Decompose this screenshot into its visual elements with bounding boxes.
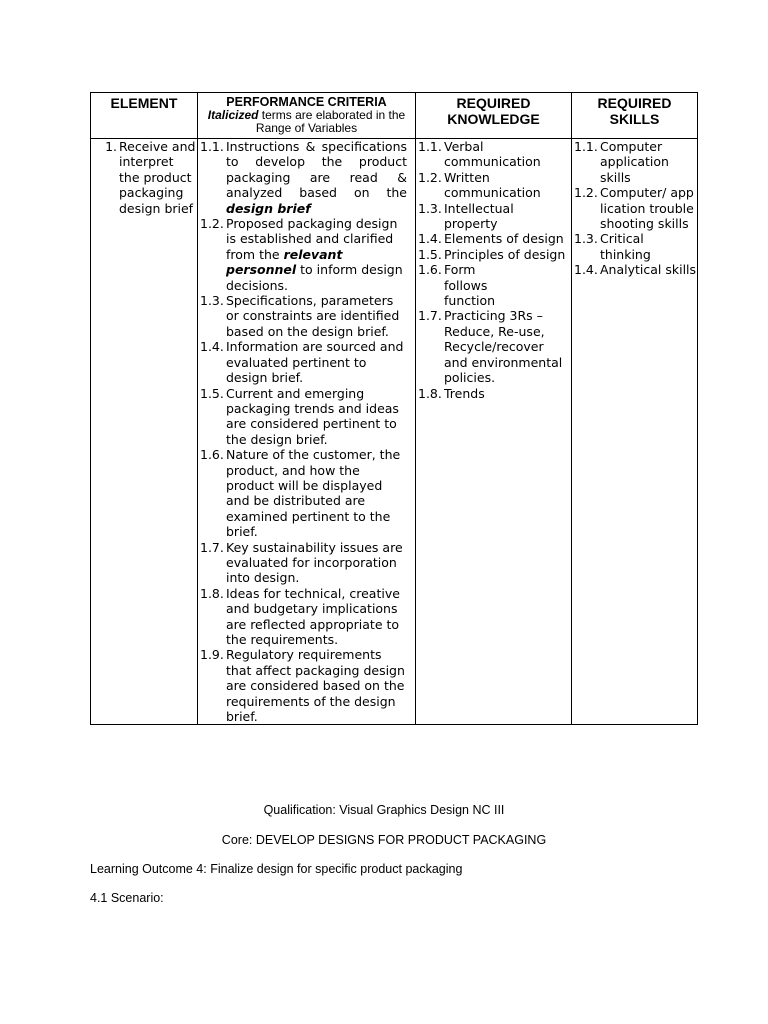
criteria-item [200, 139, 415, 216]
criteria-number: 1.8. [200, 585, 224, 601]
criteria-item [200, 293, 415, 339]
knowledge-text: Intellectual property [444, 200, 514, 232]
knowledge-text: Principles of design [444, 246, 566, 262]
knowledge-item [418, 308, 571, 385]
knowledge-item [418, 386, 571, 401]
competency-table [90, 92, 698, 725]
table-body-row [91, 139, 698, 725]
knowledge-number: 1.5. [418, 246, 442, 262]
knowledge-item [418, 231, 571, 246]
learning-outcome-line: Learning Outcome 4: Finalize design for specific product packaging [90, 862, 463, 876]
criteria-text: Current and emerging packaging trends and ideas are considered pertinent to the design brief. [226, 385, 399, 447]
header-knowledge-line2: KNOWLEDGE [447, 111, 540, 127]
skills-item [574, 185, 697, 231]
header-element [91, 93, 198, 139]
knowledge-item [418, 262, 571, 308]
knowledge-item [418, 139, 571, 170]
criteria-number: 1.7. [200, 539, 224, 555]
element-item [93, 139, 197, 216]
skills-number: 1.3. [574, 231, 598, 247]
criteria-text [226, 216, 415, 293]
knowledge-number: 1.6. [418, 262, 442, 278]
required-skills-cell [572, 139, 698, 725]
competency-table-container [90, 92, 697, 725]
header-pc-title: PERFORMANCE CRITERIA [226, 95, 387, 109]
qualification-line: Qualification: Visual Graphics Design NC III [263, 803, 505, 817]
table-header-row [91, 93, 698, 139]
criteria-text-part: Instructions & specifications to develop the product packaging are read & analyzed based on the [226, 139, 407, 201]
criteria-text: Regulatory requirements that affect packaging design are considered based on the requirements of the design brief. [226, 647, 405, 725]
skills-text: Computer application skills [600, 139, 669, 185]
criteria-item [200, 586, 415, 648]
criteria-number: 1.2. [200, 216, 224, 232]
criteria-text: Specifications, parameters or constraints are identified based on the design brief. [226, 293, 400, 339]
header-skills-line2: SKILLS [609, 111, 660, 127]
knowledge-item [418, 201, 571, 232]
knowledge-item [418, 247, 571, 262]
required-knowledge-cell [416, 139, 572, 725]
skills-item [574, 231, 697, 262]
knowledge-number: 1.4. [418, 231, 442, 247]
skills-item [574, 139, 697, 185]
criteria-item [200, 447, 415, 539]
header-required-skills [572, 93, 698, 139]
skills-number: 1.4. [574, 262, 598, 278]
knowledge-text: Practicing 3Rs – Reduce, Re-use, Recycle/recover and environmental policies. [444, 308, 563, 386]
performance-criteria-cell [198, 139, 416, 725]
criteria-text-part: Proposed packaging design is established and clarified from the [226, 216, 398, 262]
criteria-item [200, 339, 415, 385]
criteria-item [200, 540, 415, 586]
skills-item [574, 262, 697, 277]
knowledge-number: 1.1. [418, 139, 442, 154]
knowledge-text: Verbal communication [444, 139, 541, 170]
knowledge-number: 1.3. [418, 200, 442, 216]
criteria-number: 1.4. [200, 339, 224, 355]
header-pc-italic-word: Italicized [207, 108, 259, 122]
criteria-text: Ideas for technical, creative and budgetary implications are reflected appropriate to the requirements. [226, 585, 400, 647]
skills-text: Analytical skills [600, 262, 697, 278]
criteria-number: 1.1. [200, 139, 224, 154]
knowledge-text: Trends [444, 385, 485, 401]
skills-text: Critical thinking [600, 231, 651, 262]
header-knowledge-line1: REQUIRED [456, 95, 531, 111]
element-text: Receive and interpret the product packaging design brief [119, 139, 196, 216]
criteria-text: Information are sourced and evaluated pertinent to design brief. [226, 339, 404, 386]
knowledge-number: 1.2. [418, 169, 442, 185]
header-required-knowledge [416, 93, 572, 139]
skills-text: Computer/ application troubleshooting skills [600, 185, 694, 232]
criteria-text [226, 139, 415, 216]
knowledge-text: Form follows function [444, 262, 496, 309]
criteria-number: 1.3. [200, 293, 224, 309]
skills-number: 1.1. [574, 139, 598, 154]
criteria-item [200, 386, 415, 448]
element-number: 1. [105, 139, 117, 154]
skills-number: 1.2. [574, 185, 598, 201]
scenario-heading: 4.1 Scenario: [90, 891, 164, 905]
header-pc-subtitle-rest: terms are elaborated in the Range of Variables [255, 108, 406, 135]
knowledge-number: 1.8. [418, 385, 442, 401]
header-pc-subtitle [200, 109, 413, 135]
criteria-keyword: relevant personnel [226, 246, 343, 278]
criteria-number: 1.5. [200, 385, 224, 401]
knowledge-text: Elements of design [444, 231, 564, 247]
knowledge-item [418, 170, 571, 201]
header-performance-criteria [198, 93, 416, 139]
header-skills-line1: REQUIRED [597, 95, 672, 111]
knowledge-text: Written communication [444, 169, 541, 201]
criteria-number: 1.6. [200, 447, 224, 463]
criteria-text: Key sustainability issues are evaluated for incorporation into design. [226, 539, 403, 586]
criteria-text-part: to inform design decisions. [226, 262, 403, 293]
criteria-item [200, 216, 415, 293]
element-cell [91, 139, 198, 725]
criteria-text: Nature of the customer, the product, and how the product will be displayed and be distributed are examined pertinent to the brief. [226, 447, 401, 540]
criteria-keyword: design brief [226, 200, 311, 216]
knowledge-number: 1.7. [418, 308, 442, 324]
core-line: Core: DEVELOP DESIGNS FOR PRODUCT PACKAGING [221, 833, 547, 847]
header-element-label: ELEMENT [110, 95, 178, 111]
criteria-item [200, 647, 415, 724]
criteria-number: 1.9. [200, 647, 224, 663]
